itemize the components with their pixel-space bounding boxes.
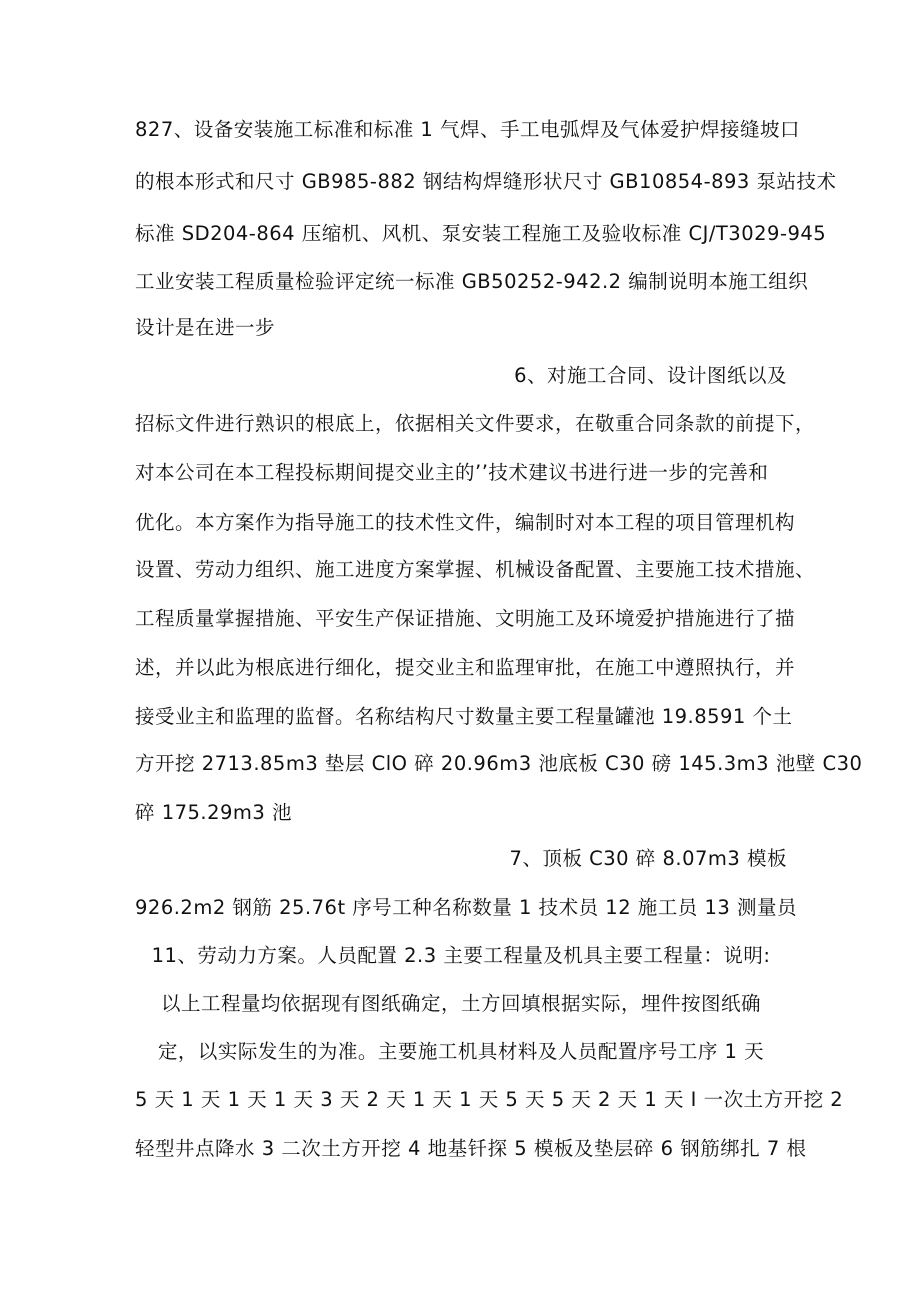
text-line-right: 6、对施工合同、设计图纸以及 xyxy=(514,364,787,387)
text-line-center: 以上工程量均依据现有图纸确定，土方回填根据实际，埋件按图纸确 xyxy=(160,992,761,1015)
text-line: 轻型井点降水 3 二次土方开挖 4 地基钎探 5 模板及垫层碎 6 钢筋绑扎 7 根 xyxy=(135,1137,807,1160)
text-line-right: 7、顶板 C30 碎 8.07m3 模板 xyxy=(509,847,787,870)
text-line: 工程质量掌握措施、平安生产保证措施、文明施工及环境爱护措施进行了描 xyxy=(135,607,796,630)
text-line-center: 11、劳动力方案。人员配置 2.3 主要工程量及机具主要工程量：说明: xyxy=(151,944,771,967)
text-line: 设置、劳动力组织、施工进度方案掌握、机械设备配置、主要施工技术措施、 xyxy=(135,558,816,581)
text-line: 述，并以此为根底进行细化，提交业主和监理审批，在施工中遵照执行，并 xyxy=(135,656,796,679)
text-line-center: 定，以实际发生的为准。主要施工机具材料及人员配置序号工序 1 天 xyxy=(157,1040,765,1063)
text-line: 接受业主和监理的监督。名称结构尺寸数量主要工程量罐池 19.8591 个土 xyxy=(135,705,793,728)
text-line: 5 天 1 天 1 天 1 天 3 天 2 天 1 天 1 天 5 天 5 天 2 天 1 天 I 一次土方开挖 2 xyxy=(135,1088,844,1111)
text-line: 方开挖 2713.85m3 垫层 ClO 碎 20.96m3 池底板 C30 磅 145.3m3 池壁 C30 xyxy=(135,752,863,775)
text-line: 的根本形式和尺寸 GB985-882 钢结构焊缝形状尺寸 GB10854-893 泵站技术 xyxy=(135,170,837,193)
text-line: 优化。本方案作为指导施工的技术性文件，编制时对本工程的项目管理机构 xyxy=(135,511,796,534)
text-line: 碎 175.29m3 池 xyxy=(135,801,293,824)
text-line-center: 926.2m2 钢筋 25.76t 序号工种名称数量 1 技术员 12 施工员 13 测量员 xyxy=(135,896,798,919)
text-line: 招标文件进行熟识的根底上，依据相关文件要求，在敬重合同条款的前提下， xyxy=(135,412,816,435)
text-line: 对本公司在本工程投标期间提交业主的’’技术建议书进行进一步的完善和 xyxy=(135,461,769,484)
text-line: 827、设备安装施工标准和标准 1 气焊、手工电弧焊及气体爱护焊接缝坡口 xyxy=(135,118,801,141)
text-line: 标准 SD204-864 压缩机、风机、泵安装工程施工及验收标准 CJ/T3029-945 xyxy=(135,222,827,245)
text-line: 设计是在进一步 xyxy=(135,316,276,339)
text-line: 工业安装工程质量检验评定统一标准 GB50252-942.2 编制说明本施工组织 xyxy=(135,270,809,293)
